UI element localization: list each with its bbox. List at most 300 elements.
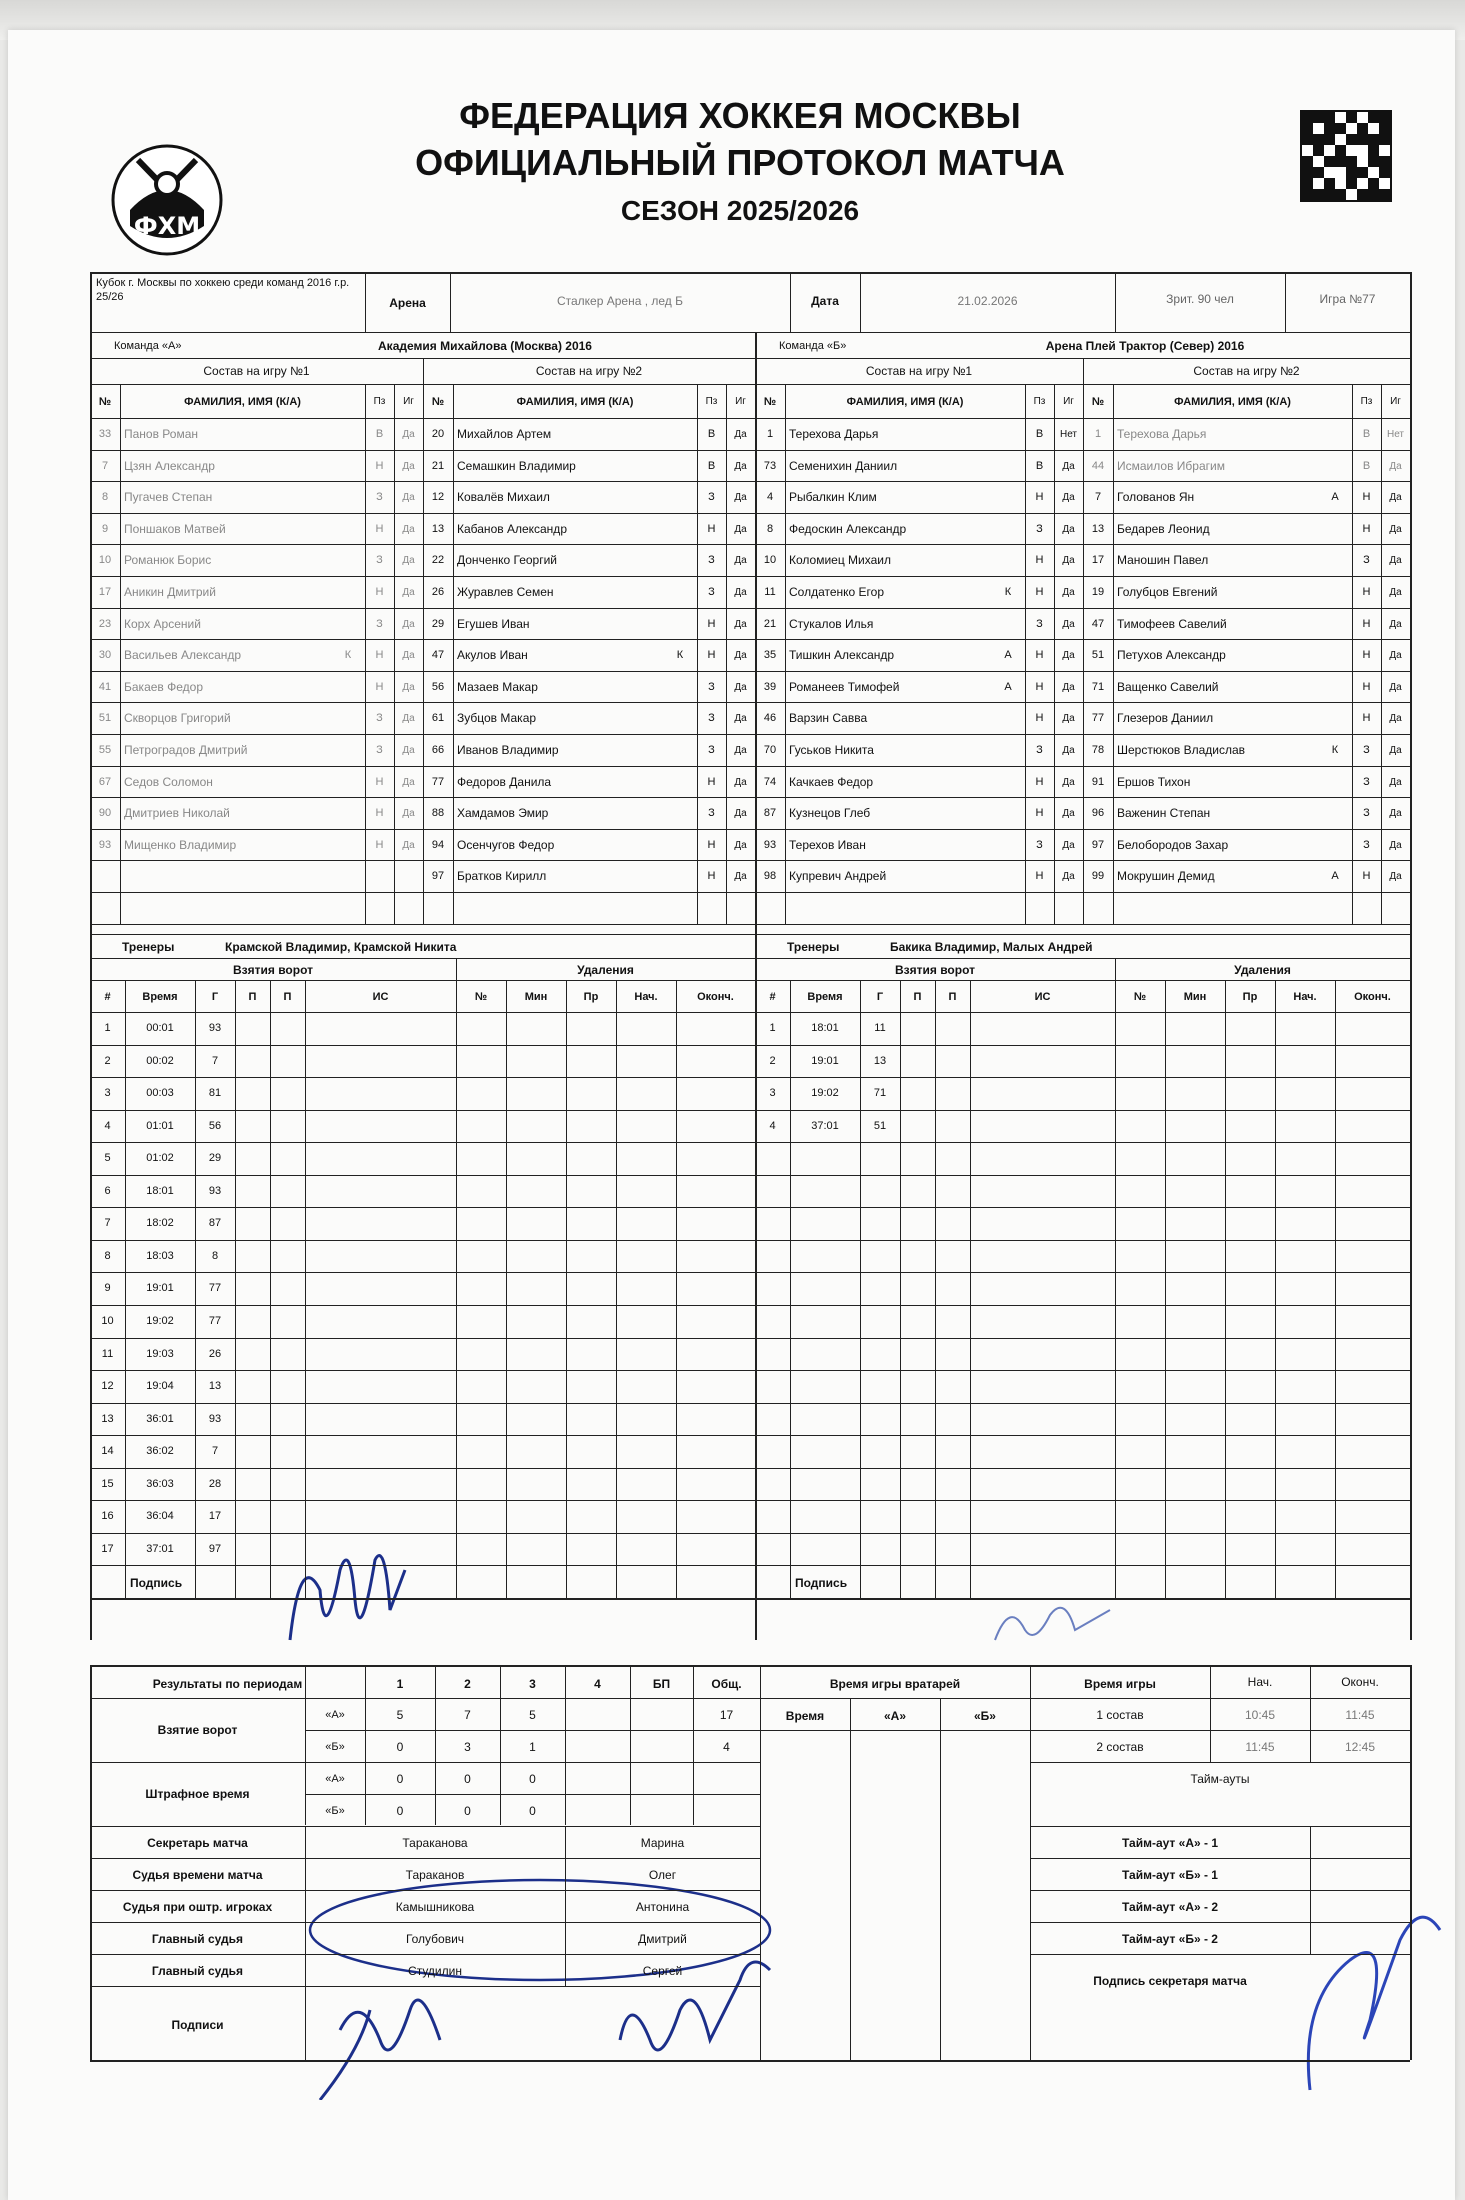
player-position: Н — [707, 649, 716, 662]
player-played: Да — [1389, 745, 1402, 756]
player-position: Н — [1362, 491, 1371, 504]
grid-line — [235, 980, 236, 1598]
goalie-time-title: Время игры вратарей — [829, 1677, 961, 1691]
player-name: Ващенко Савелий — [1117, 679, 1219, 694]
player-name: Пугачев Степан — [124, 490, 213, 505]
grid-line — [90, 1207, 755, 1208]
grid-line — [860, 272, 861, 332]
player-name: Михайлов Артем — [457, 427, 552, 441]
grid-line — [755, 1175, 1410, 1176]
grid-line — [90, 1762, 760, 1763]
captain-mark — [995, 612, 1021, 638]
goal-time: 19:03 — [146, 1347, 174, 1360]
player-name: Голубцов Евгений — [1117, 585, 1218, 599]
col-position: Пз — [1033, 396, 1046, 407]
player-played: Да — [1062, 776, 1075, 788]
player-position: Н — [1035, 649, 1044, 662]
col-played: Иг — [735, 396, 746, 407]
captain-mark — [335, 801, 361, 827]
goal-time: 18:03 — [146, 1249, 174, 1262]
grid-line — [755, 702, 1083, 703]
player-played: Да — [402, 776, 415, 788]
grid-line — [1083, 702, 1410, 703]
goals-by-period-label: Взятие ворот — [157, 1723, 238, 1737]
grid-line — [1030, 1858, 1410, 1859]
grid-line — [90, 892, 423, 893]
player-number: 35 — [763, 649, 777, 662]
player-position: Н — [707, 617, 716, 630]
grid-line — [1030, 1762, 1410, 1763]
player-name: Качкаев Федор — [789, 774, 874, 789]
player-played: Да — [734, 650, 747, 662]
period-value: 1 — [529, 1740, 536, 1754]
player-played: Да — [734, 808, 747, 820]
captain-mark: К — [676, 649, 684, 662]
grid-line — [305, 1794, 760, 1795]
grid-line — [423, 702, 755, 703]
player-name: Осенчугов Федор — [457, 837, 555, 852]
captain-mark — [1322, 801, 1348, 827]
grid-line — [90, 639, 423, 640]
col-player-name: ФАМИЛИЯ, ИМЯ (К/А) — [1174, 396, 1291, 408]
team-a-signature-icon — [280, 1530, 420, 1660]
player-number: 9 — [101, 522, 109, 535]
player-number: 17 — [98, 586, 112, 598]
official-first-name: Марина — [640, 1836, 685, 1850]
grid-line — [423, 734, 755, 735]
player-number: 11 — [764, 586, 776, 598]
player-played: Да — [1389, 555, 1402, 567]
player-number: 96 — [1091, 807, 1105, 820]
player-position: З — [708, 712, 715, 725]
official-first-name: Сергей — [642, 1964, 683, 1978]
goal-time: 19:01 — [146, 1282, 174, 1295]
goal-time: 19:02 — [146, 1315, 174, 1327]
grid-line — [755, 1435, 1410, 1436]
goal-scorer: 93 — [208, 1412, 222, 1425]
cup-name: Кубок г. Москвы по хоккею среди команд 2016 г.р. 25/26 — [96, 277, 350, 302]
penalty-column-header: № — [1133, 991, 1147, 1003]
protocol-title: ОФИЦИАЛЬНЫЙ ПРОТОКОЛ МАТЧА — [415, 142, 1065, 183]
goal-time: 36:02 — [146, 1445, 174, 1458]
captain-mark — [995, 738, 1021, 764]
grid-line — [755, 1077, 1410, 1078]
captain-mark — [335, 517, 361, 543]
grid-line — [90, 481, 423, 482]
penalty-column-header: Нач. — [634, 991, 658, 1003]
period-value — [693, 1798, 760, 1824]
grid-line — [1083, 671, 1410, 672]
player-played: Да — [1389, 808, 1402, 820]
goal-number: 7 — [104, 1217, 111, 1230]
player-number: 8 — [101, 491, 109, 504]
lineup-label: 1 состав — [1096, 1708, 1144, 1722]
captain-mark: К — [1331, 744, 1339, 756]
timeouts-title: Тайм-ауты — [1190, 1772, 1250, 1786]
player-played: Да — [1062, 523, 1075, 535]
qr-code-icon — [1300, 110, 1392, 202]
player-position: З — [708, 586, 715, 598]
player-played: Да — [1062, 745, 1075, 756]
player-name: Глезеров Даниил — [1117, 711, 1214, 726]
goal-number: 2 — [104, 1054, 111, 1067]
captain-mark — [1322, 675, 1348, 701]
arena-value: Сталкер Арена , лед Б — [556, 294, 684, 308]
col-number: № — [763, 396, 777, 408]
period-value: 0 — [396, 1804, 404, 1818]
player-position: Н — [707, 838, 716, 851]
goal-scorer: 26 — [208, 1347, 222, 1360]
player-position: Н — [707, 775, 716, 788]
player-name: Гуськов Никита — [789, 743, 874, 757]
player-name: Иванов Владимир — [457, 743, 559, 757]
team_b-penalties-title: Удаления — [1234, 963, 1291, 977]
captain-mark — [667, 422, 693, 448]
player-name: Цзян Александр — [124, 458, 215, 473]
player-name: Терехова Дарья — [1117, 427, 1207, 441]
player-played: Да — [734, 523, 747, 535]
player-number: 19 — [1091, 586, 1105, 598]
captain-mark — [335, 485, 361, 511]
grid-line — [90, 1435, 755, 1436]
player-position: З — [376, 491, 383, 504]
grid-line — [1083, 513, 1410, 514]
player-number: 87 — [763, 807, 777, 820]
player-position: Н — [1035, 680, 1044, 693]
penalty-time-label: Штрафное время — [145, 1787, 250, 1801]
grid-line — [1030, 1698, 1410, 1699]
game-time-start-header: Нач. — [1247, 1675, 1273, 1689]
goals-column-header: П — [283, 991, 292, 1003]
goal-time: 18:01 — [811, 1022, 839, 1034]
grid-line — [90, 608, 423, 609]
player-position: Н — [375, 807, 384, 820]
goal-scorer: 8 — [211, 1249, 219, 1262]
player-played: Да — [402, 839, 415, 851]
player-number: 22 — [431, 554, 445, 567]
player-position: Н — [375, 459, 384, 472]
goal-time: 01:02 — [146, 1152, 174, 1165]
player-position: З — [708, 680, 715, 693]
goal-scorer: 77 — [208, 1315, 222, 1327]
goal-time: 36:03 — [146, 1477, 174, 1490]
goal-number: 6 — [104, 1184, 111, 1197]
player-name: Шерстюков Владислав — [1117, 743, 1246, 757]
captain-mark — [335, 548, 361, 574]
goal-time: 37:01 — [146, 1542, 174, 1555]
grid-line — [1030, 1890, 1410, 1891]
player-number: 44 — [1091, 459, 1105, 472]
col-played: Иг — [403, 396, 414, 407]
goal-number: 2 — [769, 1054, 776, 1067]
player-position: З — [1036, 838, 1043, 851]
goal-number: 12 — [101, 1380, 114, 1393]
captain-mark — [667, 612, 693, 638]
player-position: Н — [1362, 712, 1371, 725]
captain-mark — [335, 738, 361, 764]
player-position: Н — [1035, 775, 1044, 788]
player-played: Да — [1389, 650, 1402, 662]
goal-time: 19:01 — [811, 1054, 839, 1067]
grid-line — [970, 980, 971, 1598]
grid-line — [423, 797, 755, 798]
captain-mark — [995, 485, 1021, 511]
player-position: Н — [1035, 870, 1044, 883]
grid-line — [90, 1338, 755, 1339]
goals-column-header: Г — [876, 991, 884, 1003]
captain-mark — [1322, 580, 1348, 606]
player-number: 93 — [763, 838, 777, 851]
team_b-label: Команда «Б» — [779, 340, 847, 352]
grid-line — [755, 513, 1083, 514]
grid-line — [1030, 1954, 1410, 1955]
grid-line — [1113, 384, 1114, 924]
player-position: Н — [1035, 807, 1044, 820]
grid-line — [1083, 576, 1410, 577]
player-played: Да — [402, 492, 415, 504]
grid-line — [120, 384, 121, 924]
player-position: З — [1363, 744, 1370, 756]
goal-number: 4 — [769, 1119, 776, 1132]
grid-line — [755, 766, 1083, 767]
grid-line — [90, 958, 1410, 959]
date-value: 21.02.2026 — [957, 294, 1018, 308]
player-played: Да — [1389, 492, 1402, 504]
player-position: Н — [375, 838, 384, 851]
player-played: Да — [1062, 808, 1075, 820]
team_a-penalties-title: Удаления — [577, 963, 634, 977]
grid-line — [616, 980, 617, 1598]
player-name: Петроградов Дмитрий — [124, 743, 248, 757]
captain-mark: А — [1331, 491, 1339, 504]
goal-time: 37:01 — [811, 1119, 839, 1132]
col-number: № — [98, 396, 112, 408]
grid-line — [90, 332, 1410, 333]
goal-scorer: 93 — [208, 1184, 222, 1197]
grid-line — [755, 892, 1083, 893]
player-position: Н — [375, 522, 384, 535]
captain-mark — [667, 706, 693, 732]
timeout-label: Тайм-аут «А» - 2 — [1121, 1900, 1218, 1914]
captain-mark — [995, 864, 1021, 890]
grid-line — [90, 1954, 760, 1955]
lineup-label: 2 состав — [1096, 1740, 1144, 1754]
grid-line — [423, 639, 755, 640]
goal-number: 13 — [101, 1412, 114, 1425]
player-number: 1 — [1094, 428, 1102, 440]
goal-number: 10 — [101, 1315, 114, 1327]
captain-mark — [667, 770, 693, 796]
penalty-column-header: Мин — [1183, 991, 1207, 1003]
captain-mark — [335, 580, 361, 606]
grid-line — [423, 608, 755, 609]
grid-line — [755, 544, 1083, 545]
player-name: Семашкин Владимир — [457, 458, 576, 473]
grid-line — [755, 829, 1083, 830]
team_a-line2-title: Состав на игру №2 — [535, 364, 643, 378]
period-value: 7 — [464, 1708, 471, 1722]
period-value — [565, 1798, 630, 1824]
arena-label: Арена — [389, 296, 426, 310]
goal-time: 36:04 — [146, 1510, 174, 1523]
official-surname: Голубович — [405, 1932, 465, 1946]
grid-line — [1115, 272, 1116, 332]
team-b-coaches: Бакика Владимир, Малых Андрей — [890, 940, 1093, 954]
player-played: Да — [402, 460, 415, 472]
captain-mark — [667, 485, 693, 511]
grid-line — [1083, 860, 1410, 861]
period-header: БП — [652, 1677, 671, 1691]
player-name: Тишкин Александр — [789, 648, 895, 663]
goal-time: 18:02 — [146, 1217, 174, 1230]
player-played: Да — [402, 429, 415, 440]
team_b-name: Арена Плей Трактор (Север) 2016 — [1045, 339, 1245, 353]
player-position: З — [1036, 522, 1043, 535]
period-value — [565, 1702, 630, 1728]
grid-line — [755, 450, 1083, 451]
player-position: В — [707, 428, 716, 440]
grid-line — [566, 980, 567, 1598]
grid-line — [90, 1665, 1410, 1667]
col-number: № — [1091, 396, 1105, 408]
team_a-name: Академия Михайлова (Москва) 2016 — [378, 339, 592, 353]
player-played: Да — [1389, 713, 1402, 725]
grid-line — [1030, 1730, 1410, 1731]
player-name: Рыбалкин Клим — [789, 490, 877, 505]
captain-mark: А — [1004, 680, 1012, 693]
player-position: В — [1362, 428, 1371, 440]
player-played: Нет — [1059, 429, 1078, 440]
player-number: 41 — [98, 680, 112, 693]
player-position: Н — [707, 522, 716, 535]
grid-line — [935, 980, 936, 1598]
player-position: Н — [1035, 491, 1044, 504]
grid-line — [90, 829, 423, 830]
grid-line — [755, 1142, 1410, 1143]
goal-scorer: 77 — [208, 1282, 222, 1295]
goal-scorer: 28 — [208, 1477, 222, 1490]
player-played: Да — [1389, 618, 1402, 630]
goals-column-header: П — [948, 991, 957, 1003]
player-name: Терехова Дарья — [789, 427, 879, 441]
grid-line — [755, 1110, 1410, 1111]
official-first-name: Олег — [648, 1868, 677, 1882]
goal-time: 36:01 — [146, 1412, 174, 1425]
grid-line — [1335, 980, 1336, 1598]
player-number: 77 — [431, 775, 445, 788]
player-position: Н — [1035, 554, 1044, 567]
official-first-name: Антонина — [635, 1900, 690, 1914]
player-position: З — [376, 617, 383, 630]
grid-line — [90, 1142, 755, 1143]
goalie-a-marker: «А» — [883, 1709, 906, 1723]
captain-mark — [335, 833, 361, 859]
player-name: Егушев Иван — [457, 616, 530, 631]
goal-number: 9 — [104, 1282, 111, 1295]
player-number: 12 — [431, 491, 445, 504]
player-position: Н — [1362, 680, 1371, 693]
player-position: Н — [375, 775, 384, 788]
grid-line — [755, 980, 1410, 981]
goal-scorer: 93 — [208, 1022, 222, 1034]
player-position: З — [1363, 554, 1370, 567]
grid-line — [423, 924, 755, 925]
player-played: Да — [1389, 839, 1402, 851]
period-value: 0 — [529, 1804, 536, 1818]
player-name: Аникин Дмитрий — [124, 585, 216, 599]
player-position: З — [1363, 807, 1370, 820]
player-position: Н — [1362, 870, 1371, 883]
captain-mark — [1322, 422, 1348, 448]
player-played: Да — [1389, 776, 1402, 788]
grid-line — [1083, 481, 1410, 482]
captain-mark — [335, 422, 361, 448]
team_a-goals-title: Взятия ворот — [232, 963, 313, 977]
grid-line — [1285, 272, 1286, 332]
lineup-start: 10:45 — [1244, 1708, 1276, 1722]
grid-line — [423, 450, 755, 451]
grid-line — [90, 272, 1410, 274]
grid-line — [90, 1922, 760, 1923]
grid-line — [423, 892, 755, 893]
period-header: 2 — [464, 1677, 471, 1691]
player-played: Да — [734, 776, 747, 788]
player-number: 10 — [98, 554, 112, 567]
captain-mark — [995, 706, 1021, 732]
grid-line — [755, 639, 1083, 640]
player-played: Да — [402, 808, 415, 820]
player-position: Н — [1362, 617, 1371, 630]
penalty-column-header: Пр — [583, 991, 599, 1003]
captain-mark — [995, 548, 1021, 574]
player-name: Семенихин Даниил — [789, 458, 898, 473]
player-name: Корх Арсений — [124, 616, 201, 631]
grid-line — [365, 272, 366, 332]
grid-line — [755, 1207, 1410, 1208]
grid-line — [423, 671, 755, 672]
captain-mark — [995, 454, 1021, 480]
player-position: Н — [1362, 586, 1371, 598]
team_a-label: Команда «А» — [114, 340, 182, 352]
player-position: З — [708, 807, 715, 820]
penalty-column-header: Оконч. — [697, 991, 734, 1003]
player-number: 56 — [431, 680, 445, 693]
grid-line — [755, 576, 1083, 577]
goals-column-header: Г — [211, 991, 219, 1003]
goals-column-header: П — [248, 991, 257, 1003]
goal-time: 18:01 — [146, 1184, 174, 1197]
player-number: 7 — [1094, 491, 1102, 504]
team_b-line2-title: Состав на игру №2 — [1193, 364, 1300, 378]
period-value: 0 — [464, 1772, 471, 1786]
signatures-label: Подписи — [171, 2018, 224, 2032]
team_a-sign-label: Подпись — [130, 1576, 183, 1590]
captain-mark — [995, 770, 1021, 796]
period-value — [565, 1734, 630, 1760]
grid-line — [755, 1338, 1410, 1339]
grid-line — [90, 1240, 755, 1241]
grid-line — [90, 860, 423, 861]
player-name: Романюк Борис — [124, 553, 212, 568]
grid-line — [1083, 544, 1410, 545]
penalty-column-header: Пр — [1242, 991, 1258, 1003]
player-position: З — [708, 554, 715, 567]
grid-line — [1083, 639, 1410, 640]
grid-line — [90, 1272, 755, 1273]
grid-line — [423, 860, 755, 861]
grid-line — [1083, 450, 1410, 451]
player-name: Поншаков Матвей — [124, 521, 226, 536]
